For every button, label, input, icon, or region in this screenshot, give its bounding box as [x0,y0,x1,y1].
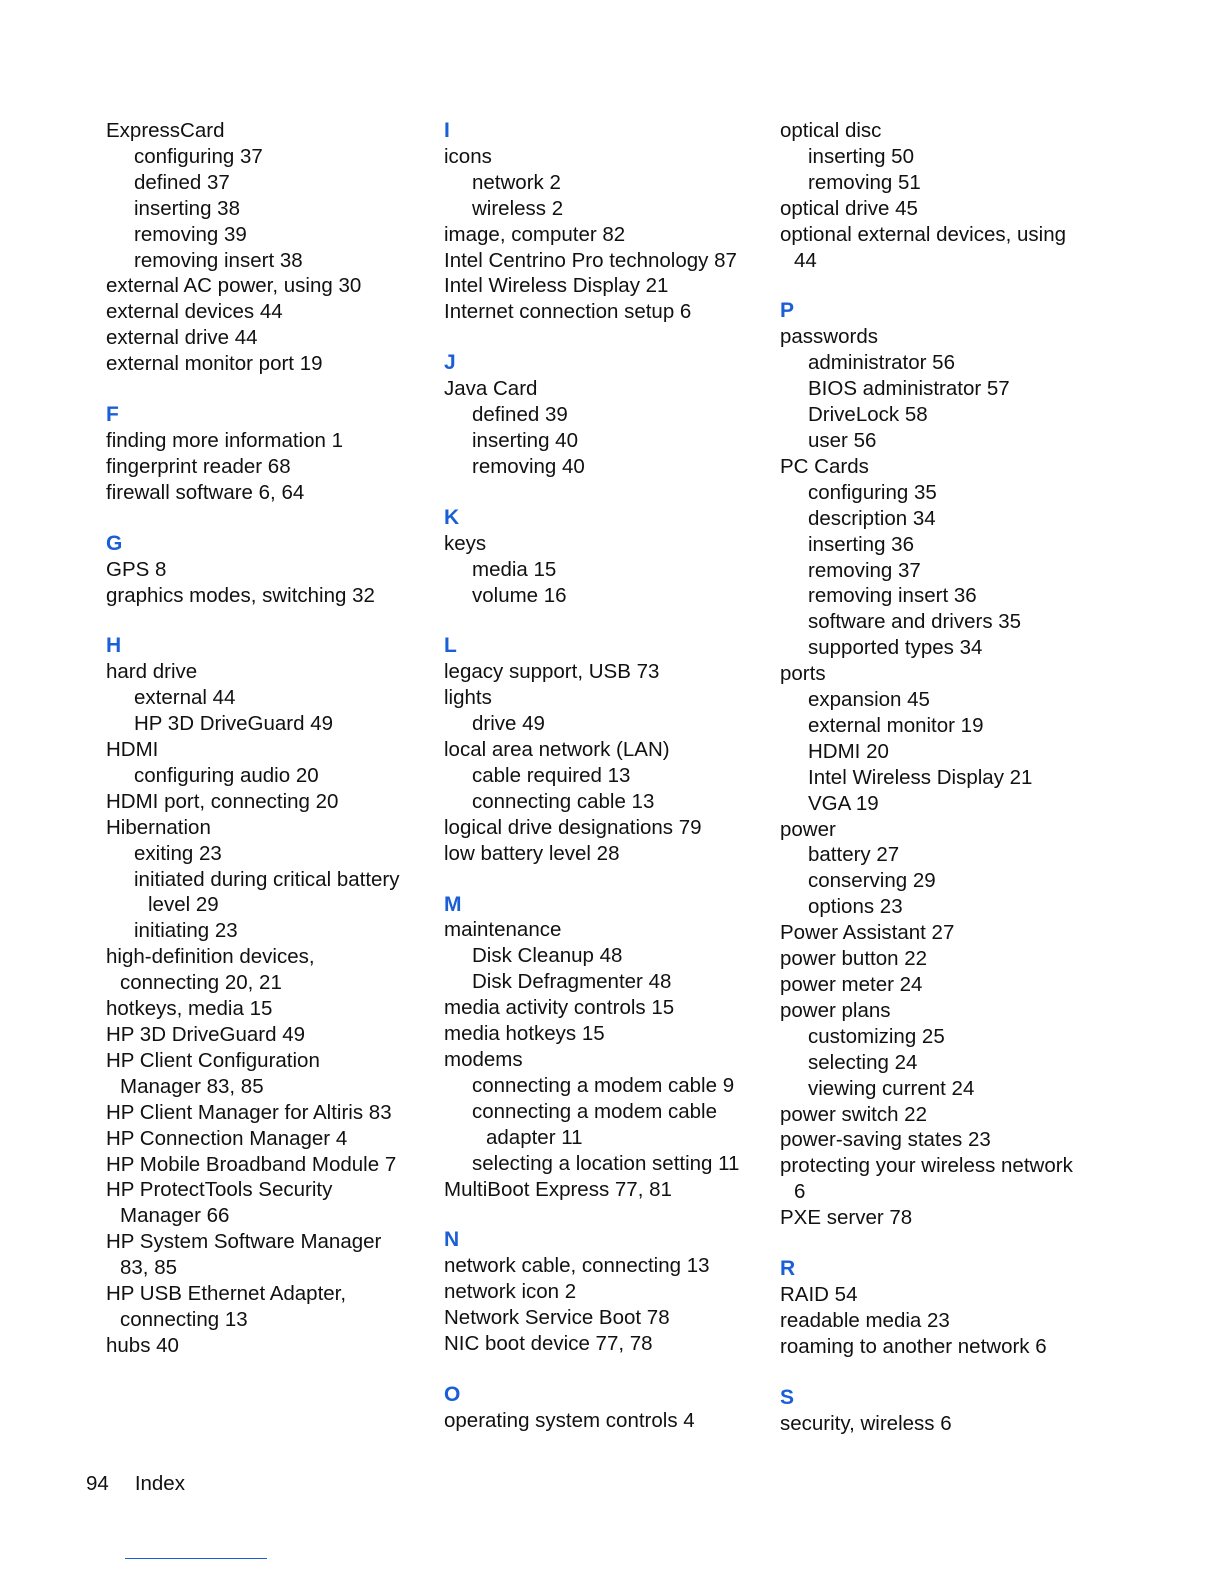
index-entry: Intel Centrino Pro technology 87 [444,248,737,272]
index-subentry: selecting 24 [808,1050,918,1074]
index-entry: legacy support, USB 73 [444,660,660,684]
index-entry: logical drive designations 79 [444,815,702,839]
index-subentry: defined 37 [134,170,230,194]
index-subentry: Disk Cleanup 48 [472,944,623,968]
index-entry: maintenance [444,918,562,942]
index-entry: hard drive [106,660,198,684]
index-subentry: adapter 11 [486,1125,583,1149]
index-subentry: VGA 19 [808,791,879,815]
index-entry: HP Client Configuration [106,1048,320,1072]
letter-heading-n: N [444,1228,460,1252]
index-entry: HP 3D DriveGuard 49 [106,1023,306,1046]
index-subentry: description 34 [808,506,936,530]
index-entry: external AC power, using 30 [106,274,362,298]
index-subentry: initiated during critical battery [134,867,400,891]
index-entry: PC Cards [780,454,869,478]
index-entry: fingerprint reader 68 [106,454,291,478]
index-entry: graphics modes, switching 32 [106,583,375,607]
index-entry: external drive 44 [106,326,258,350]
index-subentry: administrator 56 [808,351,955,375]
index-subentry: configuring audio 20 [134,763,319,787]
index-entry: HP ProtectTools Security [106,1178,333,1202]
index-subentry: exiting 23 [134,841,222,865]
index-subentry: HP 3D DriveGuard 49 [134,712,334,736]
index-column-3 [780,118,1100,1437]
page-footer [86,1472,185,1496]
index-entry: Network Service Boot 78 [444,1306,670,1330]
index-subentry: Manager 83, 85 [120,1074,264,1098]
letter-heading-g: G [106,531,123,555]
index-subentry: 83, 85 [120,1256,177,1280]
index-entry: icons [444,144,492,168]
footer-section-title: Index [134,1472,185,1495]
index-entry: ExpressCard [106,119,225,142]
index-column-1 [106,118,426,1359]
index-entry: HP USB Ethernet Adapter, [106,1282,347,1306]
index-entry: network icon 2 [444,1280,577,1304]
index-subentry: supported types 34 [808,636,983,660]
index-entry: power button 22 [780,947,928,971]
index-subentry: conserving 29 [808,869,936,893]
index-entry: GPS 8 [106,557,167,581]
index-subentry: 44 [794,248,817,272]
index-entry: NIC boot device 77, 78 [444,1332,653,1356]
index-column-2 [444,118,764,1434]
letter-heading-r: R [780,1257,796,1281]
index-subentry: cable required 13 [472,763,631,787]
index-subentry: viewing current 24 [808,1076,975,1100]
letter-heading-o: O [444,1382,461,1406]
index-subentry: external monitor 19 [808,713,984,737]
index-entry: power-saving states 23 [780,1128,991,1152]
index-entry: power meter 24 [780,973,923,996]
index-entry: protecting your wireless network [780,1154,1073,1178]
index-entry: readable media 23 [780,1308,950,1332]
letter-heading-j: J [444,351,456,375]
index-entry: Internet connection setup 6 [444,300,692,324]
index-subentry: connecting cable 13 [472,789,655,813]
index-entry: low battery level 28 [444,841,620,865]
index-subentry: wireless 2 [472,196,564,220]
index-subentry: inserting 50 [808,144,914,168]
index-entry: power switch 22 [780,1102,927,1126]
index-entry: optional external devices, using [780,222,1067,246]
index-entry: finding more information 1 [106,428,344,452]
index-entry: roaming to another network 6 [780,1334,1047,1358]
letter-heading-s: S [780,1385,795,1409]
index-subentry: inserting 40 [472,428,578,452]
index-subentry: inserting 38 [134,196,240,220]
index-entry: optical disc [780,119,882,142]
index-subentry: Disk Defragmenter 48 [472,970,672,994]
index-entry: RAID 54 [780,1282,858,1306]
index-entry: operating system controls 4 [444,1408,695,1432]
letter-heading-k: K [444,505,460,529]
index-entry: media activity controls 15 [444,996,675,1020]
index-entry: power plans [780,998,891,1022]
index-entry: HP System Software Manager [106,1230,382,1254]
index-entry: HDMI port, connecting 20 [106,789,339,813]
index-entry: HP Connection Manager 4 [106,1126,348,1150]
index-subentry: configuring 35 [808,480,937,504]
index-entry: PXE server 78 [780,1206,913,1230]
index-subentry: customizing 25 [808,1024,945,1048]
index-entry: Java Card [444,377,538,401]
index-subentry: connecting a modem cable [472,1099,718,1123]
index-subentry: connecting a modem cable 9 [472,1073,735,1097]
index-entry: ports [780,662,826,686]
index-subentry: BIOS administrator 57 [808,377,1010,401]
index-entry: local area network (LAN) [444,738,670,762]
letter-heading-l: L [444,634,457,658]
index-entry: optical drive 45 [780,196,918,220]
index-subentry: drive 49 [472,712,545,736]
index-subentry: defined 39 [472,403,568,427]
index-subentry: configuring 37 [134,144,263,168]
bottom-rule [125,1558,267,1559]
letter-heading-h: H [106,634,122,658]
index-subentry: removing insert 36 [808,584,977,608]
index-entry: media hotkeys 15 [444,1022,605,1046]
index-entry: image, computer 82 [444,222,626,246]
index-subentry: connecting 13 [120,1307,248,1331]
index-entry: keys [444,531,487,555]
index-subentry: Manager 66 [120,1204,230,1228]
index-subentry: external 44 [134,686,236,710]
index-entry: passwords [780,325,878,349]
index-subentry: removing 39 [134,222,247,246]
index-subentry: user 56 [808,428,877,452]
index-entry: security, wireless 6 [780,1411,952,1435]
index-subentry: selecting a location setting 11 [472,1151,740,1175]
letter-heading-f: F [106,403,119,427]
page-number: 94 [86,1472,109,1495]
index-subentry: HDMI 20 [808,739,889,763]
index-subentry: removing 51 [808,170,921,194]
index-entry: HP Mobile Broadband Module 7 [106,1152,397,1176]
index-subentry: removing insert 38 [134,248,303,272]
index-entry: Power Assistant 27 [780,921,955,945]
index-entry: Intel Wireless Display 21 [444,274,669,298]
index-subentry: removing 40 [472,454,585,478]
index-subentry: removing 37 [808,558,921,582]
index-subentry: level 29 [148,893,219,917]
index-subentry: inserting 36 [808,532,914,556]
index-entry: hotkeys, media 15 [106,997,273,1021]
letter-heading-i: I [444,119,450,142]
index-entry: hubs 40 [106,1333,179,1357]
index-subentry: software and drivers 35 [808,610,1022,634]
index-subentry: initiating 23 [134,919,238,943]
index-subentry: expansion 45 [808,688,930,712]
index-entry: power [780,817,836,841]
letter-heading-p: P [780,299,795,323]
index-entry: HDMI [106,738,159,762]
letter-heading-m: M [444,892,462,916]
index-entry: modems [444,1048,523,1071]
index-entry: Hibernation [106,815,211,839]
index-entry: external devices 44 [106,300,283,324]
index-subentry: Intel Wireless Display 21 [808,765,1033,789]
index-entry: firewall software 6, 64 [106,480,305,504]
index-subentry: volume 16 [472,583,567,607]
index-subentry: media 15 [472,557,557,581]
index-subentry: battery 27 [808,843,900,867]
index-entry: MultiBoot Express 77, 81 [444,1177,672,1201]
index-entry: network cable, connecting 13 [444,1254,710,1278]
index-subentry: options 23 [808,895,903,919]
index-entry: high-definition devices, [106,945,315,969]
index-subentry: DriveLock 58 [808,403,928,427]
index-entry: external monitor port 19 [106,352,323,376]
index-entry: lights [444,686,492,710]
index-subentry: network 2 [472,170,561,194]
index-subentry: connecting 20, 21 [120,971,282,995]
index-entry: HP Client Manager for Altiris 83 [106,1100,392,1124]
index-subentry: 6 [794,1180,806,1204]
